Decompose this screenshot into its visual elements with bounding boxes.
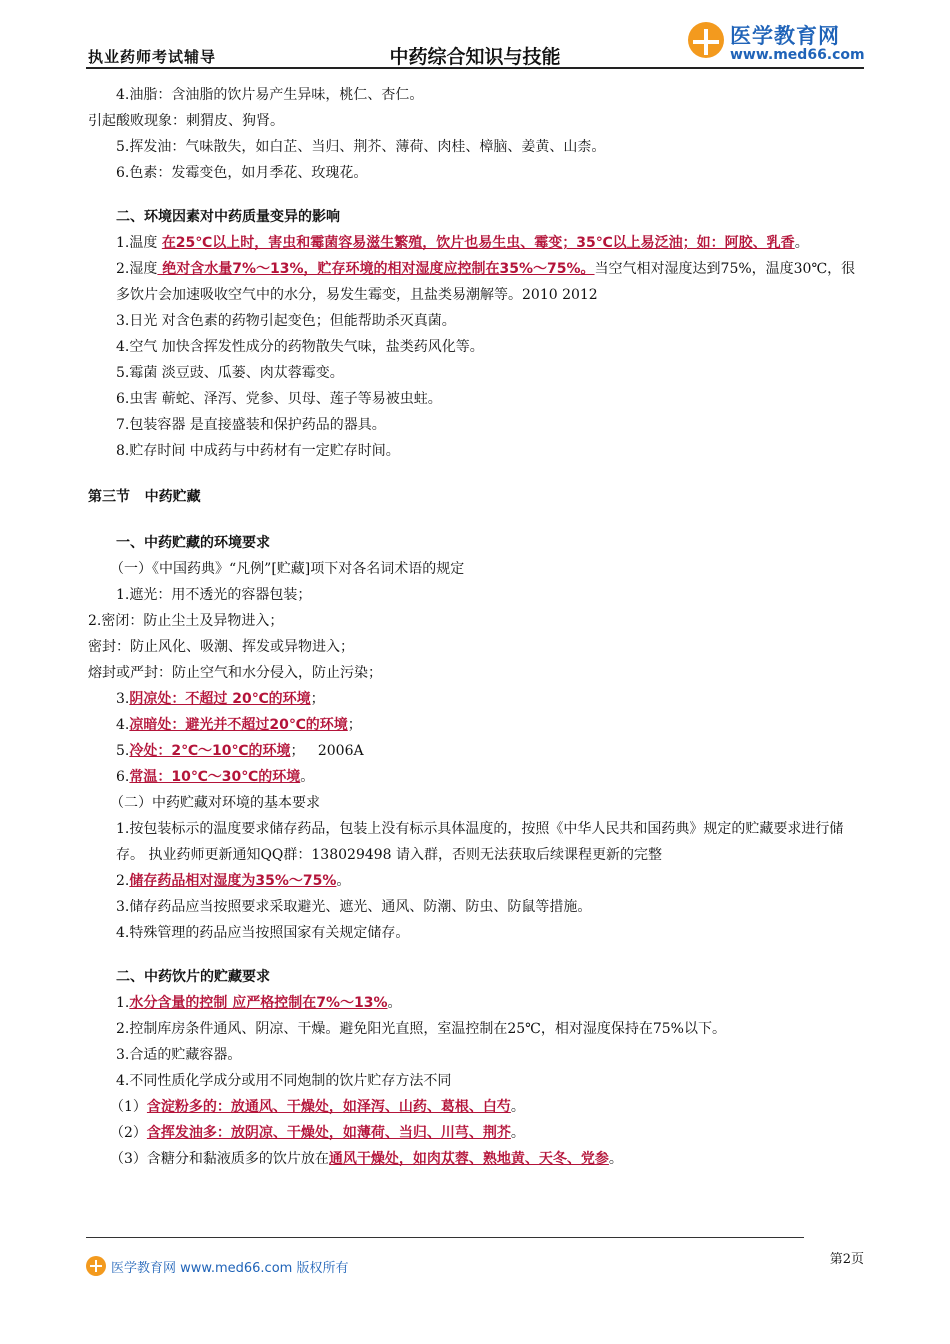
text-line: 5.挥发油：气味散失，如白芷、当归、荆芥、薄荷、肉桂、樟脑、姜黄、山柰。 <box>116 139 606 155</box>
text-line: 6.色素：发霉变色，如月季花、玫瑰花。 <box>116 165 368 181</box>
text-line: 5.霉菌 淡豆豉、瓜蒌、肉苁蓉霉变。 <box>116 365 344 381</box>
text-line: 3.阴凉处：不超过 20℃的环境； <box>116 691 325 707</box>
text-line: 8.贮存时间 中成药与中药材有一定贮存时间。 <box>116 443 400 459</box>
text-line: 4.特殊管理的药品应当按照国家有关规定储存。 <box>116 925 410 941</box>
text-line: 2.储存药品相对湿度为35%～75%。 <box>116 873 351 889</box>
text-line: 4.凉暗处：避光并不超过20℃的环境； <box>116 717 362 733</box>
brand-logo[interactable] <box>688 20 868 66</box>
highlight-text: 阴凉处：不超过 20℃的环境 <box>129 691 311 707</box>
text-line: 3.合适的贮藏容器。 <box>116 1047 242 1063</box>
footer-copyright[interactable]: 医学教育网 www.med66.com 版权所有 <box>111 1261 349 1276</box>
footer-divider <box>86 1237 804 1238</box>
text-line: 1.按包装标示的温度要求储存药品，包装上没有标示具体温度的，按照《中华人民共和国药典》规定的贮藏要求进行储存。 执业药师更新通知QQ群：138029498 请入群，否则无法获取后续课程更新的完整 <box>116 821 844 863</box>
page-number: 第2页 <box>829 1252 864 1267</box>
highlight-text: 在25℃以上时，害虫和霉菌容易滋生繁殖，饮片也易生虫、霉变；35℃以上易泛油；如：阿胶、乳香 <box>161 235 795 251</box>
text-line: 1.遮光：用不透光的容器包装； <box>116 587 312 603</box>
header-divider <box>86 67 864 69</box>
text-line: 1.水分含量的控制 应严格控制在7%～13%。 <box>116 995 402 1011</box>
highlight-text: 含淀粉多的：放通风、干燥处，如泽泻、山药、葛根、白芍 <box>146 1099 511 1115</box>
highlight-text: 凉暗处：避光并不超过20℃的环境 <box>129 717 348 733</box>
highlight-text: 储存药品相对湿度为35%～75% <box>129 873 337 889</box>
section-heading: 二、中药饮片的贮藏要求 <box>116 969 270 985</box>
text-line: 7.包装容器 是直接盛装和保护药品的器具。 <box>116 417 386 433</box>
text-line: （二）中药贮藏对环境的基本要求 <box>110 795 320 811</box>
text-line: 2.湿度 绝对含水量7%～13%，贮存环境的相对湿度应控制在35%～75%。当空气相对湿度达到75%，温度30℃，很多饮片会加速吸收空气中的水分，易发生霉变，且盐类易潮解等。2010 2012 <box>116 261 856 303</box>
text-line: 2.控制库房条件通风、阴凉、干燥。避免阳光直照，室温控制在25℃，相对湿度保持在75%以下。 <box>116 1021 726 1037</box>
text-line: （2）含挥发油多：放阴凉、干燥处，如薄荷、当归、川芎、荆芥。 <box>110 1125 525 1141</box>
text-line: 密封：防止风化、吸潮、挥发或异物进入； <box>88 639 354 655</box>
text-line: 2.密闭：防止尘土及异物进入； <box>88 613 284 629</box>
logo-title: 医学教育网 <box>730 24 840 48</box>
text-line: 6.常温：10℃～30℃的环境。 <box>116 769 315 785</box>
text-line: （1）含淀粉多的：放通风、干燥处，如泽泻、山药、葛根、白芍。 <box>110 1099 525 1115</box>
text-line: 6.虫害 蕲蛇、泽泻、党参、贝母、莲子等易被虫蛀。 <box>116 391 442 407</box>
header-center-title: 中药综合知识与技能 <box>389 46 561 68</box>
header-left-title: 执业药师考试辅导 <box>88 48 217 66</box>
highlight-text: 绝对含水量7%～13%，贮存环境的相对湿度应控制在35%～75%。 <box>157 261 595 277</box>
cross-logo-icon <box>688 22 724 58</box>
section-heading: 二、环境因素对中药质量变异的影响 <box>116 209 340 225</box>
highlight-text: 水分含量的控制 应严格控制在7%～13% <box>129 995 388 1011</box>
logo-url[interactable]: www.med66.com <box>730 47 865 63</box>
text-line: 4.油脂：含油脂的饮片易产生异味，桃仁、杏仁。 <box>116 87 424 103</box>
text-line: 3.储存药品应当按照要求采取避光、遮光、通风、防潮、防虫、防鼠等措施。 <box>116 899 592 915</box>
text-line: 4.空气 加快含挥发性成分的药物散失气味，盐类药风化等。 <box>116 339 484 355</box>
text-line: 1.温度 在25℃以上时，害虫和霉菌容易滋生繁殖，饮片也易生虫、霉变；35℃以上易泛油；如：阿胶、乳香。 <box>116 235 809 251</box>
highlight-text: 冷处：2℃～10℃的环境 <box>129 743 291 759</box>
section-heading: 一、中药贮藏的环境要求 <box>116 535 270 551</box>
text-line: （3）含糖分和黏液质多的饮片放在通风干燥处，如肉苁蓉、熟地黄、天冬、党参。 <box>110 1151 623 1167</box>
text-line: （一）《中国药典》“凡例”[贮藏]项下对各名词术语的规定 <box>110 561 465 577</box>
footer-cross-logo-icon <box>86 1256 106 1276</box>
text-line: 4.不同性质化学成分或用不同炮制的饮片贮存方法不同 <box>116 1073 452 1089</box>
text-line: 3.日光 对含色素的药物引起变色；但能帮助杀灭真菌。 <box>116 313 456 329</box>
text-line: 引起酸败现象：刺猬皮、狗肾。 <box>88 113 284 129</box>
document-body <box>88 82 866 1172</box>
highlight-text: 通风干燥处，如肉苁蓉、熟地黄、天冬、党参 <box>328 1151 609 1167</box>
text-line: 5.冷处：2℃～10℃的环境； 2006A <box>116 743 364 759</box>
highlight-text: 含挥发油多：放阴凉、干燥处，如薄荷、当归、川芎、荆芥 <box>146 1125 511 1141</box>
highlight-text: 常温：10℃～30℃的环境 <box>129 769 301 785</box>
chapter-section-title: 第三节 中药贮藏 <box>88 489 201 505</box>
text-line: 熔封或严封：防止空气和水分侵入，防止污染； <box>88 665 382 681</box>
